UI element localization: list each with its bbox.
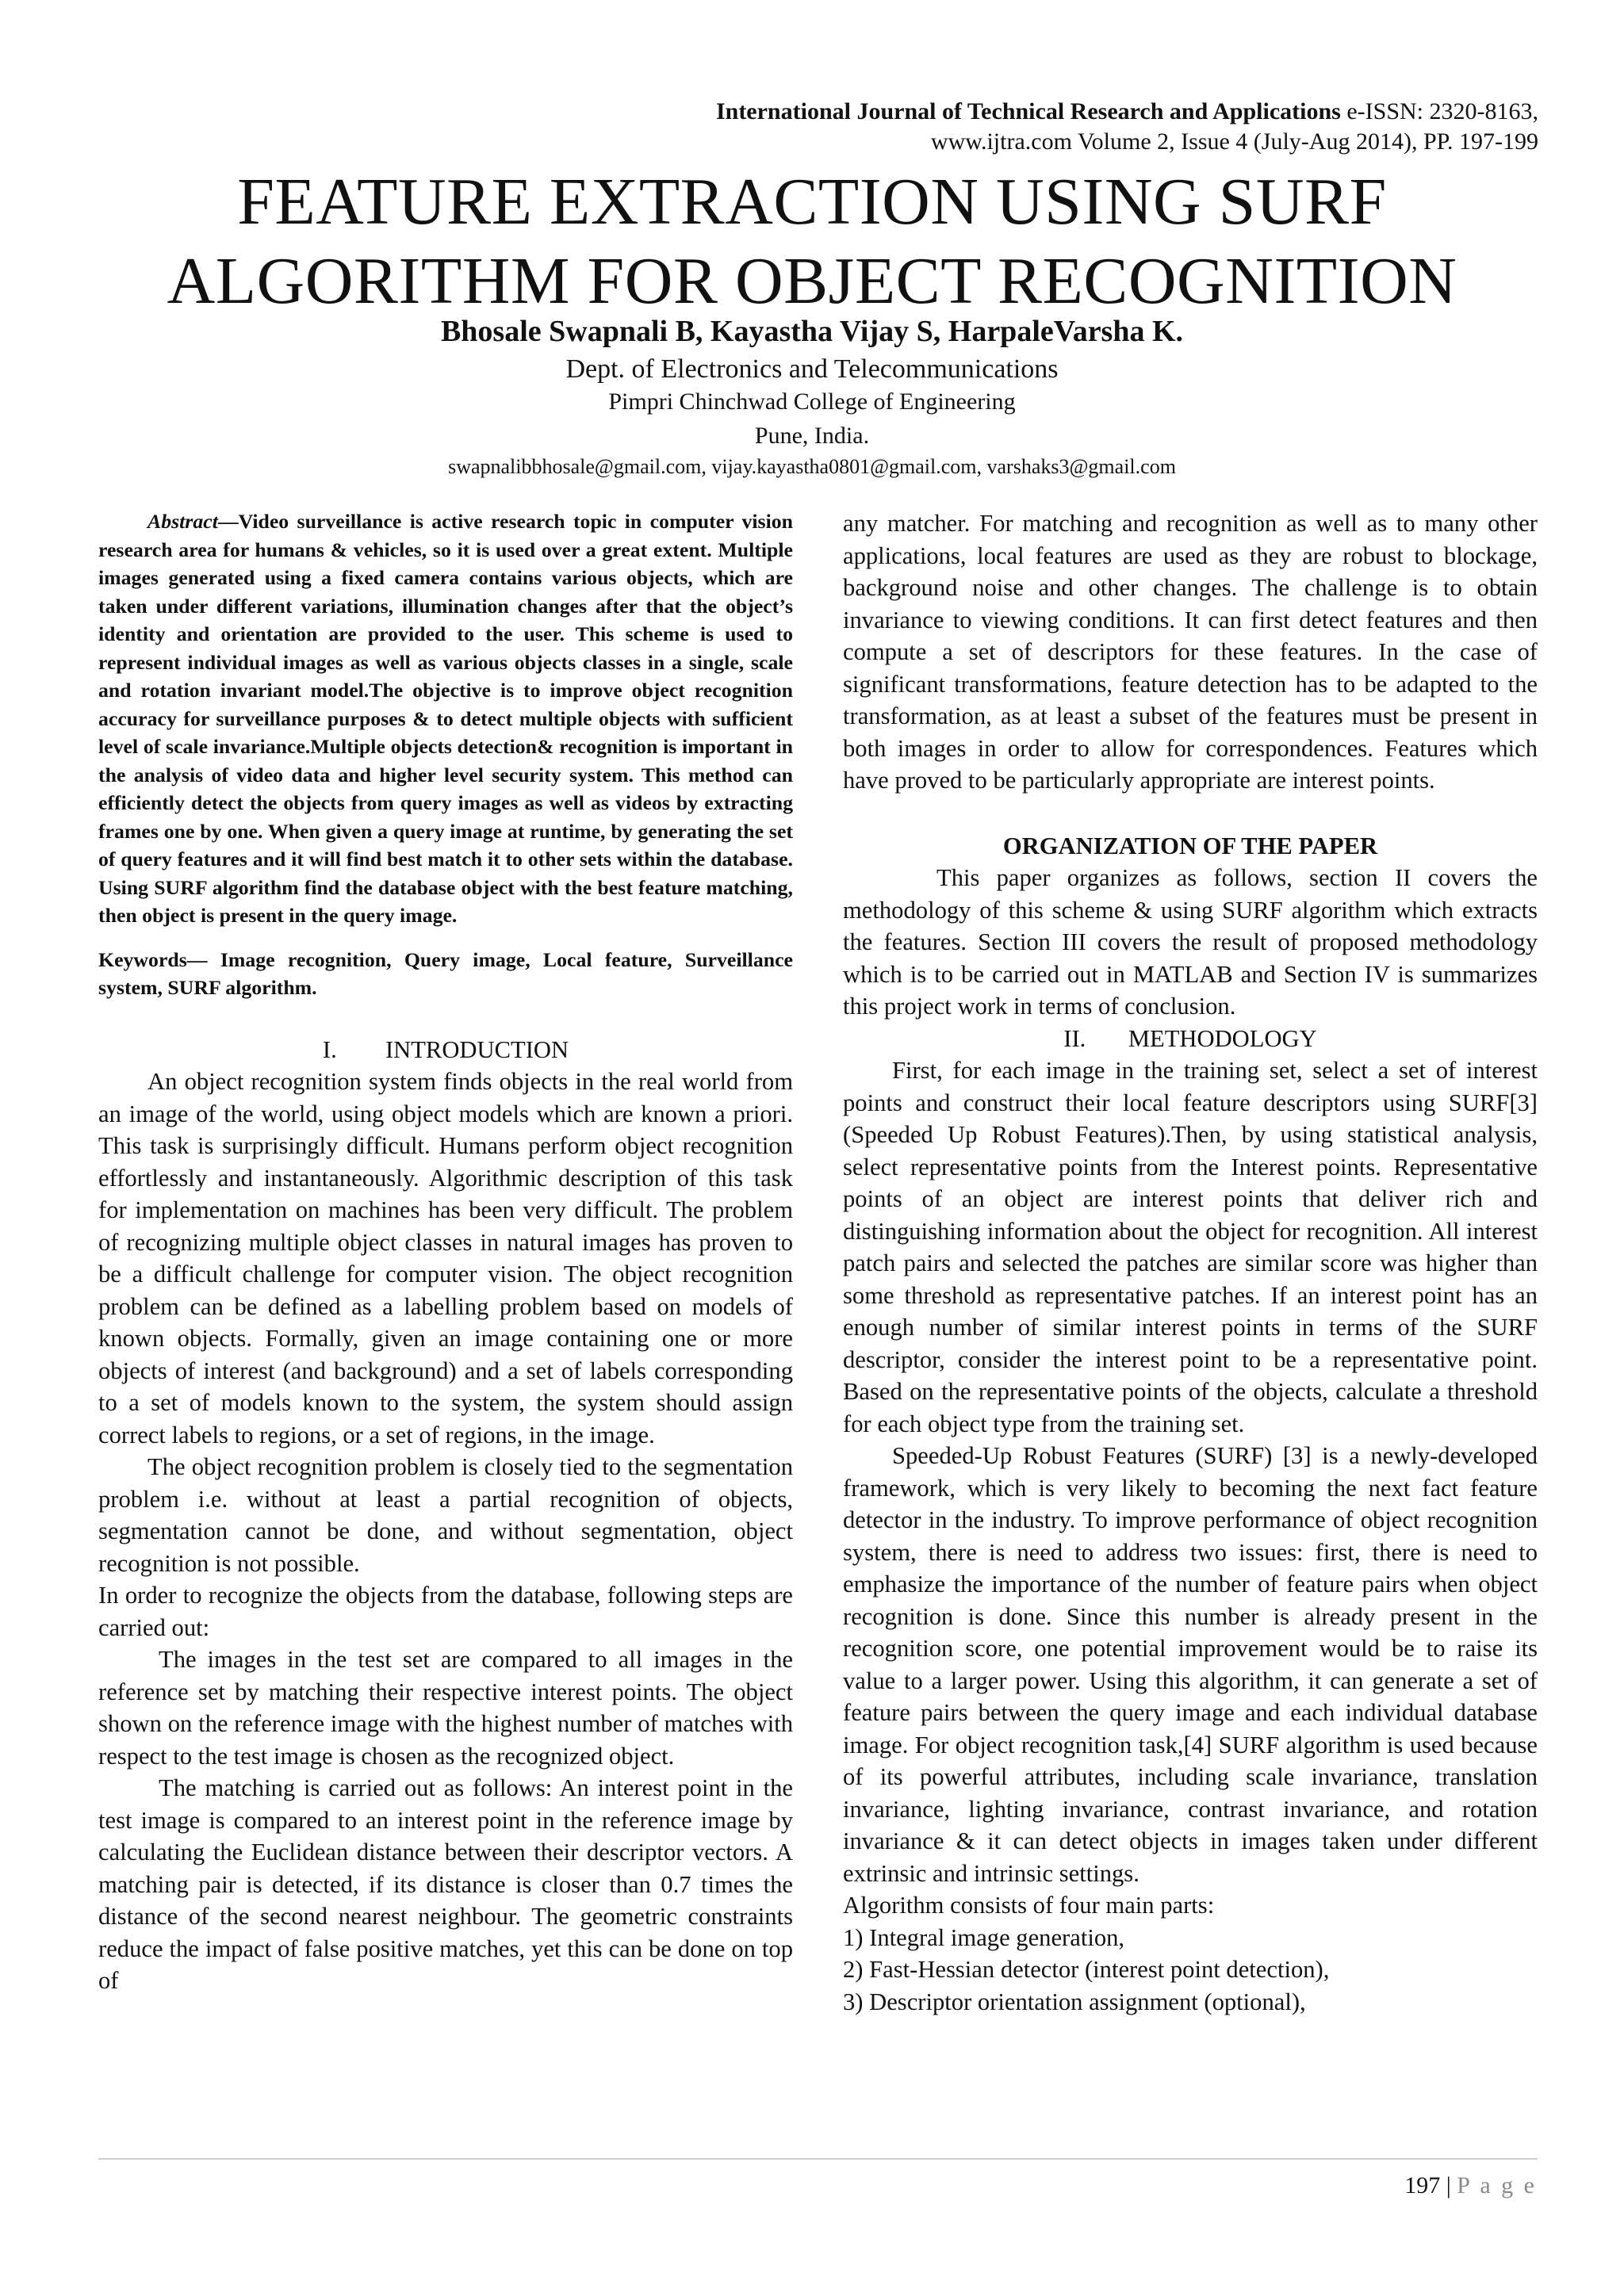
algorithm-item-1: 1) Integral image generation, (843, 1923, 1125, 1951)
abstract-dash: — (217, 510, 239, 533)
header-line-2: www.ijtra.com Volume 2, Issue 4 (July-Aug 2014), PP. 197-199 (930, 128, 1538, 155)
section-heading-methodology: II. METHODOLOGY (1063, 1024, 1317, 1052)
abstract (98, 507, 793, 930)
algorithm-item-3: 3) Descriptor orientation assignment (optional), (843, 1988, 1306, 2015)
right-paragraph-1: any matcher. For matching and recognition as well as to many other applications, local features are used as they are robust to blockage, background noise and other changes. The challenge is to obtain invariance to viewing conditions. It can first detect features and then compute a set of descriptors for these features. In the case of significant transformations, feature detection has to be adapted to the transformation, as at least a subset of the features must be present in both images in order to allow for correspondences. Features which have proved to be particularly appropriate are interest points. (843, 510, 1538, 794)
journal-name: International Journal of Technical Research and Applications (715, 98, 1341, 124)
methodology-paragraph-1: First, for each image in the training set, select a set of interest points and construct their local feature descriptors using SURF[3] (Speeded Up Robust Features).Then, by using statistical analysis, select representative points from the Interest points. Representative points of an object are interest points that deliver rich and distinguishing information about the object for recognition. All interest patch pairs and selected the patches are similar score was higher than some threshold as representative patches. If an interest point has an enough number of similar interest points in terms of the SURF descriptor, consider the interest point to be a representative point. Based on the representative points of the objects, calculate a threshold for each object type from the training set. (843, 1057, 1538, 1437)
author-emails: swapnalibbhosale@gmail.com, vijay.kayastha0801@gmail.com, varshaks3@gmail.com (448, 455, 1176, 478)
left-column (98, 507, 793, 1997)
page-number: 197 (1404, 2172, 1441, 2198)
methodology-paragraph-2: Speeded-Up Robust Features (SURF) [3] is a newly-developed framework, which is very likely to becoming the next fact feature detector in the industry. To improve performance of object recognition system, there is need to address two issues: first, there is need to emphasize the importance of the number of feature pairs when object recognition is done. Since this number is already present in the recognition score, one potential improvement would be to raise its value to a larger power. Using this algorithm, it can generate a set of feature pairs between the query image and each individual database image. For object recognition task,[4] SURF algorithm is used because of its powerful attributes, including scale invariance, translation invariance, lighting invariance, contrast invariance, and rotation invariance & it can detect objects in images taken under different extrinsic and intrinsic settings. (843, 1442, 1538, 1887)
right-column (843, 507, 1538, 2018)
algorithm-intro: Algorithm consists of four main parts: (843, 1892, 1215, 1919)
organization-paragraph: This paper organizes as follows, section II covers the methodology of this scheme & using SURF algorithm which extracts the features. Section III covers the result of proposed methodology which is to be carried out in MATLAB and Section IV is summarizes this project work in terms of conclusion. (843, 864, 1538, 1020)
intro-paragraph-3: In order to recognize the objects from the database, following steps are carried out: (98, 1582, 793, 1641)
authors: Bhosale Swapnali B, Kayastha Vijay S, HarpaleVarsha K. (440, 315, 1184, 348)
section-heading-introduction: I. INTRODUCTION (322, 1035, 569, 1063)
journal-issn: e-ISSN: 2320-8163, (1346, 98, 1538, 124)
intro-paragraph-5: The matching is carried out as follows: An interest point in the test image is compared to an interest point in the reference image by calculating the Euclidean distance between their descriptor vectors. A matching pair is detected, if its distance is closer than 0.7 times the distance of the second nearest neighbour. The geometric constraints reduce the impact of false positive matches, yet this can be done on top of (98, 1774, 793, 1994)
page-separator: | (1440, 2172, 1457, 2198)
intro-paragraph-1: An object recognition system finds objects in the real world from an image of the world, using object models which are known a priori. This task is surprisingly difficult. Humans perform object recognition effortlessly and instantaneously. Algorithmic description of this task for implementation on machines has been very difficult. The problem of recognizing multiple object classes in natural images has proven to be a difficult challenge for computer vision. The object recognition problem can be defined as a labelling problem based on models of known objects. Formally, given an image containing one or more objects of interest (and background) and a set of labels corresponding to a set of models known to the system, the system should assign correct labels to regions, or a set of regions, in the image. (98, 1068, 793, 1448)
abstract-text: Video surveillance is active research topic in computer vision research area for humans & vehicles, so it is used over a great extent. Multiple images generated using a fixed camera contains various objects, which are taken under different variations, illumination changes after that the object’s identity and orientation are provided to the user. This scheme is used to represent individual images as well as various objects classes in a single, scale and rotation invariant model.The objective is to improve object recognition accuracy for surveillance purposes & to detect multiple objects with sufficient level of scale invariance.Multiple objects detection& recognition is important in the analysis of video data and higher level security system. This method can efficiently detect the objects from query images as well as videos by extracting frames one by one. When given a query image at runtime, by generating the set of query features and it will find best match it to other sets within the database. Using SURF algorithm find the database object with the best feature matching, then object is present in the query image. (98, 510, 793, 927)
affiliation-dept: Dept. of Electronics and Telecommunications (565, 354, 1059, 384)
intro-paragraph-4: The images in the test set are compared to all images in the reference set by matching their respective interest points. The object shown on the reference image with the highest number of matches with respect to the test image is chosen as the recognized object. (98, 1646, 793, 1770)
header-line-1 (716, 97, 1538, 127)
section-heading-organization: ORGANIZATION OF THE PAPER (1002, 832, 1378, 859)
intro-paragraph-2: The object recognition problem is closely tied to the segmentation problem i.e. without at least a partial recognition of objects, segmentation cannot be done, and without segmentation, object recognition is not possible. (98, 1453, 793, 1577)
page-word: P a g e (1457, 2172, 1537, 2198)
affiliation-college: Pimpri Chinchwad College of Engineering (608, 388, 1016, 415)
footer-divider (98, 2158, 1538, 2160)
algorithm-item-2: 2) Fast-Hessian detector (interest point detection), (843, 1956, 1330, 1983)
abstract-label: Abstract (147, 510, 218, 533)
title-line-2: ALGORITHM FOR OBJECT RECOGNITION (167, 244, 1457, 318)
page-footer (1404, 2171, 1537, 2201)
keywords: Keywords— Image recognition, Query image, Local feature, Surveillance system, SURF algorithm. (98, 947, 793, 999)
affiliation-place: Pune, India. (754, 423, 870, 449)
paper-title (0, 163, 1624, 321)
journal-header (716, 97, 1538, 157)
title-line-1: FEATURE EXTRACTION USING SURF (237, 165, 1387, 239)
